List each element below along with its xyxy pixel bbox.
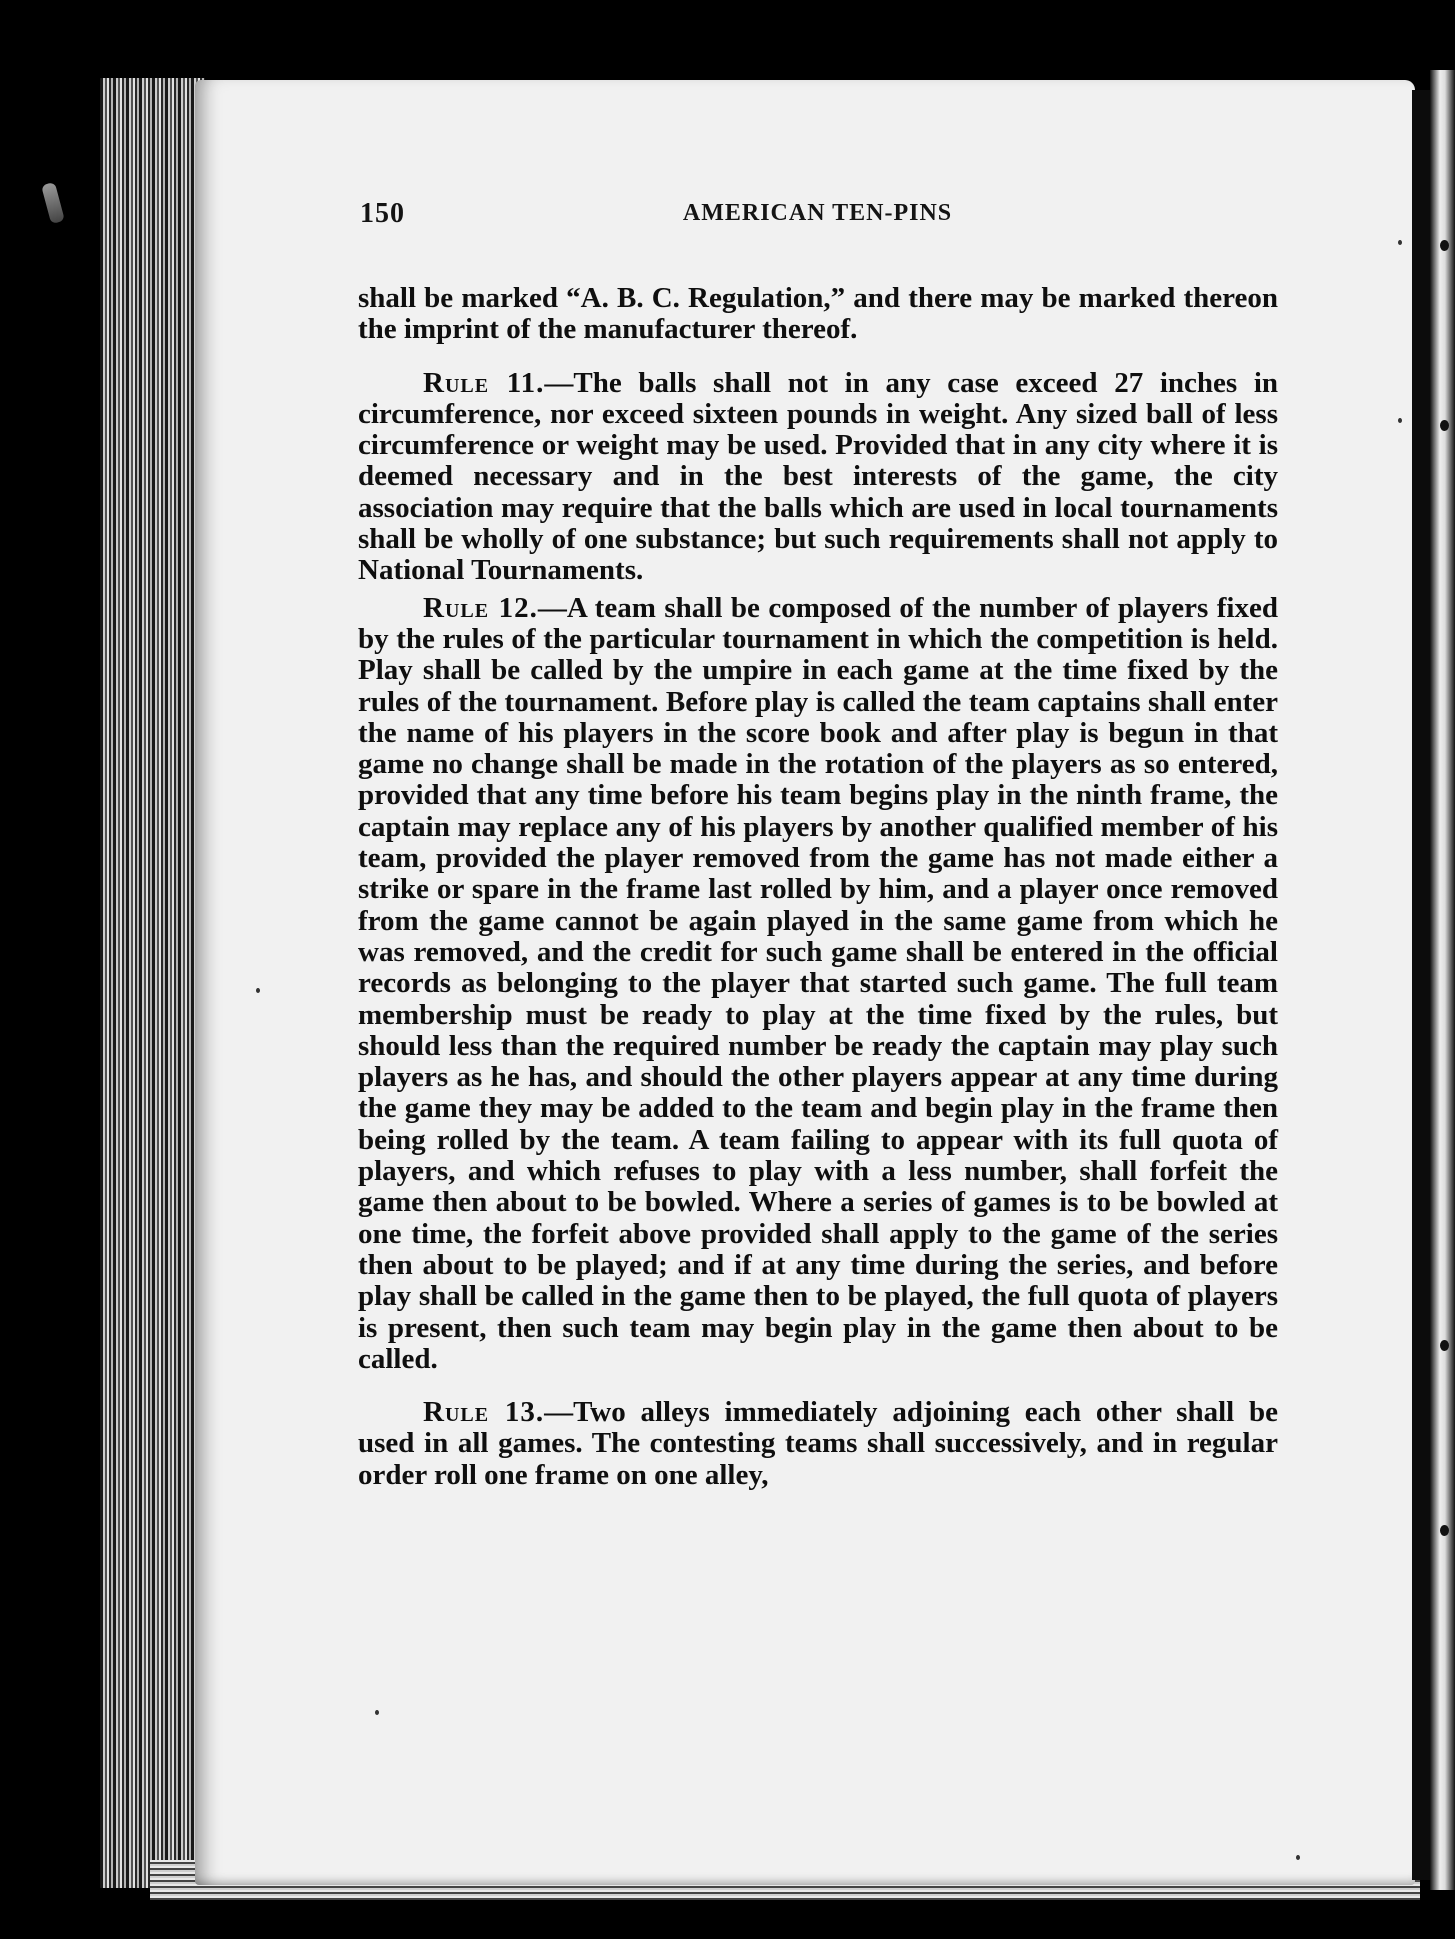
page-header [360, 198, 1275, 232]
binding-hole [1440, 240, 1449, 251]
dust-speck [375, 1710, 379, 1715]
dust-speck [1296, 1855, 1300, 1860]
binding-hole [1440, 420, 1449, 431]
rule-heading: Rule 13. [423, 1396, 545, 1429]
dust-speck [1398, 240, 1402, 245]
body-text [358, 283, 1278, 1491]
binding-hole [1440, 1525, 1449, 1536]
book-right-edge-highlight [1430, 70, 1455, 1890]
paragraph [358, 283, 1278, 346]
paragraph-text: —A team shall be composed of the number of players fixed by the rules of the particular tournament in which the competition is held. Play shall be called by the umpire in each game at the time fixed by the rules of the tournament. Before play is called the team captains shall enter the name of his players in the score book and after play is begun in that game no change shall be made in the rotation of the players as so entered, provided that any time before his team begins play in the ninth frame, the captain may replace any of his players by another qualified member of his team, provided the player removed from the game has not made either a strike or spare in the frame last rolled by him, and a player once removed from the game cannot be again played in the same game from which he was removed, and the credit for such game shall be entered in the official records as belonging to the player that started such game. The full team membership must be ready to play at the time fixed by the rules, but should less than the required number be ready the captain may play such players as he has, and should the other players appear at any time during the game they may be added to the team and begin play in the frame then being rolled by the team. A team failing to appear with its full quota of players, and which refuses to play with a less number, shall forfeit the game then about to be bowled. Where a series of games is to be bowled at one time, the forfeit above provided shall apply to the game of the series then about to be played; and if at any time during the series, and before play shall be called in the game then to be played, the full quota of players is present, then such team may begin play in the game then about to be called. [358, 591, 1278, 1375]
page-number: 150 [360, 198, 405, 229]
dust-speck [1398, 418, 1402, 423]
rule-heading: Rule 12. [423, 591, 538, 624]
rule-paragraph [358, 1397, 1278, 1491]
paragraph-text: —The balls shall not in any case exceed 27 inches in circumference, nor exceed sixteen pounds in weight. Any sized ball of less circumference or weight may be used. Provided that in any city where it is deemed necessary and in the best interests of the game, the city association may require that the balls which are used in local tournaments shall be wholly of one substance; but such requirements shall not apply to National Tournaments. [358, 366, 1279, 587]
page-edges-left [100, 78, 205, 1888]
dust-speck [256, 988, 260, 993]
rule-paragraph [358, 368, 1278, 587]
paragraph-text: shall be marked “A. B. C. Regulation,” and there may be marked thereon the imprint of the manufacturer thereof. [358, 282, 1278, 346]
rule-paragraph [358, 593, 1278, 1375]
rule-heading: Rule 11. [423, 366, 545, 399]
paragraph-text: —Two alleys immediately adjoining each other shall be used in all games. The contesting teams shall successively, and in regular order roll one frame on one alley, [358, 1396, 1278, 1491]
binding-hole [1440, 1340, 1449, 1351]
binding-mark [41, 182, 65, 224]
running-head: AMERICAN TEN-PINS [682, 200, 953, 226]
